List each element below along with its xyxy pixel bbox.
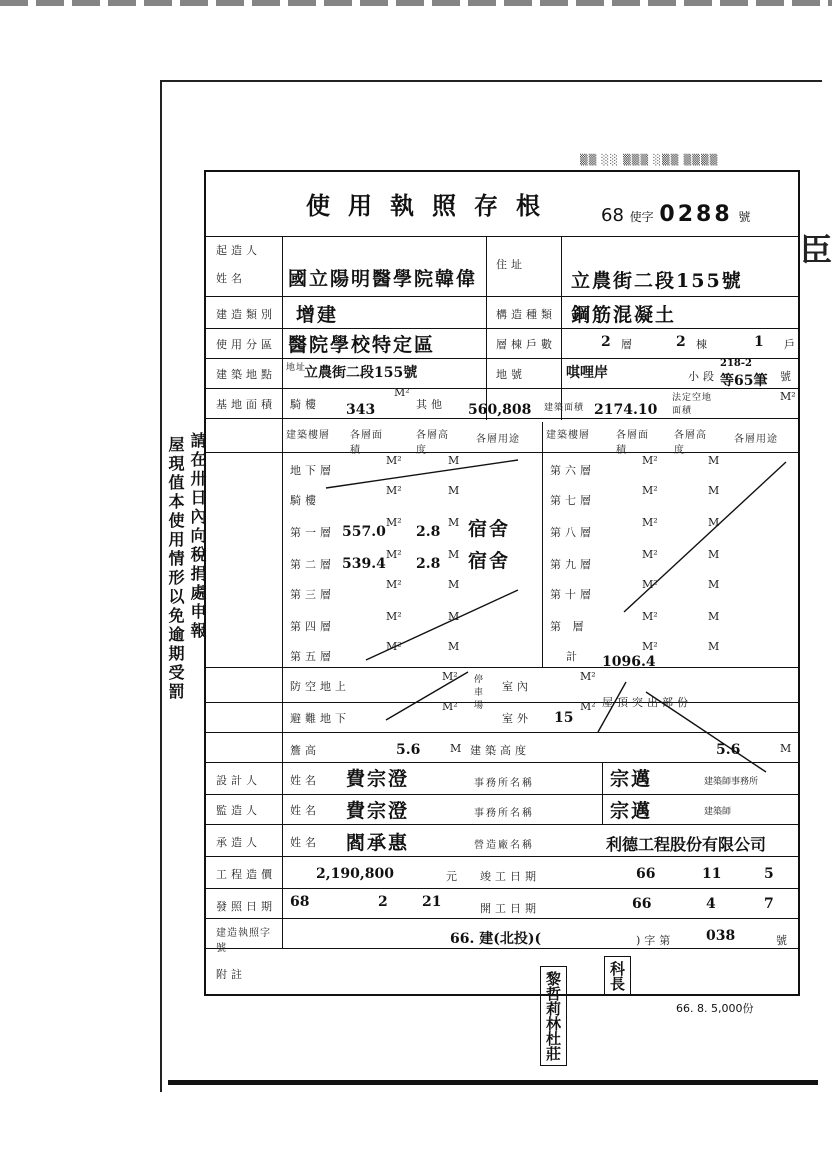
floor-col-header: 建築樓層 <box>286 430 330 441</box>
applicant-name-label: 姓名 <box>216 272 246 285</box>
use-col-header: 各層用途 <box>476 434 520 445</box>
floor-row-label: 騎樓 <box>290 494 320 507</box>
floors-unit: 層 <box>621 338 636 351</box>
unit-count: 1 <box>754 334 764 350</box>
scan-top-edge <box>0 0 832 6</box>
structure-type: 鋼筋混凝土 <box>571 304 677 326</box>
floor-row-label: 第十層 <box>550 588 595 601</box>
supervisor-office: 宗邁 <box>610 800 653 822</box>
scan-bottom-edge <box>168 1080 818 1085</box>
unit-m2: M² <box>386 484 402 497</box>
permit-stub-form <box>204 170 800 996</box>
unit-m2: M² <box>580 700 596 713</box>
start-year: 66 <box>632 896 652 912</box>
eave-height-label: 簷高 <box>290 744 320 757</box>
lot-suffix: 等65筆 <box>720 373 768 389</box>
floor-row-label: 第六層 <box>550 464 595 477</box>
floor-1-height: 2.8 <box>416 524 441 540</box>
other-area: 560,808 <box>468 402 532 418</box>
designer-office-suffix: 建築師事務所 <box>704 777 759 787</box>
start-day: 7 <box>764 896 774 912</box>
floor-row-label: 地下層 <box>290 464 335 477</box>
floors-label: 層棟戶數 <box>496 338 556 351</box>
site-area-label: 基地面積 <box>216 398 276 411</box>
unit-m: M <box>448 484 460 497</box>
unit-m: M <box>708 516 720 529</box>
unit-m2: M² <box>386 578 402 591</box>
name-label: 姓名 <box>290 804 320 817</box>
arcade-label: 騎樓 <box>290 398 320 411</box>
supervisor-label: 監造人 <box>216 804 261 817</box>
buildings-unit: 棟 <box>696 338 711 351</box>
name-label: 姓名 <box>290 836 320 849</box>
units-unit: 戶 <box>784 338 799 351</box>
license-hao: 號 <box>776 934 791 947</box>
lot-number: 218-2 <box>720 358 752 369</box>
start-date-label: 開工日期 <box>480 902 540 915</box>
name-label: 姓名 <box>290 774 320 787</box>
floor-count: 2 <box>601 334 611 350</box>
site-addr-label: 地址 <box>286 363 307 373</box>
floor-row-label: 第三層 <box>290 588 335 601</box>
building-type: 增建 <box>296 304 339 326</box>
applicant-label: 起造人 <box>216 244 261 257</box>
unit-m2: M² <box>642 610 658 623</box>
unit-m2: M² <box>386 516 402 529</box>
eave-height: 5.6 <box>396 742 421 758</box>
completion-year: 66 <box>636 866 656 882</box>
license-value: 66. 建(北投)( <box>450 931 542 947</box>
floor-col-header-right: 建築樓層 <box>546 430 590 441</box>
unit-m: M <box>708 484 720 497</box>
contractor-name: 閻承惠 <box>346 832 410 854</box>
unit-m2: M² <box>386 610 402 623</box>
unit-m2: M² <box>642 548 658 561</box>
site-address: 立農街二段155號 <box>304 365 418 381</box>
building-height: 5.6 <box>716 742 741 758</box>
applicant-address: 立農街二段155號 <box>571 270 743 292</box>
permit-year: 68 <box>601 205 624 226</box>
unit-m2: M² <box>386 640 402 653</box>
building-type-label: 建造類別 <box>216 308 276 321</box>
unit-m: M <box>780 742 792 755</box>
parking-label: 停車場 <box>474 675 485 711</box>
floor-row-label: 第一層 <box>290 526 335 539</box>
floor-row-label: 第四層 <box>290 620 335 633</box>
unit-m2: M² <box>642 484 658 497</box>
unit-m: M <box>448 640 460 653</box>
issue-day: 21 <box>422 894 442 910</box>
floor-row-label: 第 層 <box>550 620 588 633</box>
floor-2-use: 宿舍 <box>468 550 511 572</box>
section-chief-seal: 科長 <box>604 956 631 996</box>
floor-row-label: 第九層 <box>550 558 595 571</box>
completion-label: 竣工日期 <box>480 870 540 883</box>
contractor-firm: 利德工程股份有限公司 <box>606 835 767 854</box>
district: 唭哩岸 <box>566 365 608 381</box>
unit-m: M <box>708 578 720 591</box>
approval-stamp: 黎哲莉林杜莊 <box>540 966 567 1066</box>
structure-label: 構造種類 <box>496 308 556 321</box>
floor-2-height: 2.8 <box>416 556 441 572</box>
issue-year: 68 <box>290 894 310 910</box>
floor-1-area: 557.0 <box>342 524 386 540</box>
cost-label: 工程造價 <box>216 868 276 881</box>
stamp-marks: ▒▒ ░░ ▒▒▒ ░▒▒ ▒▒▒▒ <box>580 155 719 166</box>
office-label: 事務所名稱 <box>474 808 534 819</box>
floor-row-label: 第七層 <box>550 494 595 507</box>
section-label: 小段 <box>688 370 718 383</box>
unit-m: M <box>708 610 720 623</box>
unit-m: M <box>708 548 720 561</box>
height-col-header: 各層高度 <box>416 430 449 456</box>
coverage-area: 2174.10 <box>594 402 658 418</box>
unit-m: M <box>448 454 460 467</box>
outdoor-parking: 15 <box>554 710 574 726</box>
use-col-header-right: 各層用途 <box>734 434 778 445</box>
floor-1-use: 宿舍 <box>468 518 511 540</box>
other-label: 其他 <box>416 398 446 411</box>
unit-m2: M² <box>442 670 458 683</box>
zoning: 醫院學校特定區 <box>288 334 436 356</box>
permit-char: 使字 <box>629 210 654 224</box>
designer-label: 設計人 <box>216 774 261 787</box>
unit-m: M <box>448 548 460 561</box>
unit-m: M <box>448 610 460 623</box>
site-label: 建築地點 <box>216 368 276 381</box>
form-title: 使用執照存根 <box>306 191 558 220</box>
print-edition: 66. 8. 5,000份 <box>676 1002 754 1015</box>
total-area: 1096.4 <box>602 654 656 670</box>
building-count: 2 <box>676 334 686 350</box>
bleed-glyph: 臣 <box>800 231 832 269</box>
designer-office: 宗邁 <box>610 768 653 790</box>
firm-label: 營造廠名稱 <box>474 840 534 851</box>
unit-m: M <box>450 742 462 755</box>
unit-m2: M² <box>642 516 658 529</box>
shelter-below-label: 避難地下 <box>290 712 350 725</box>
floor-2-area: 539.4 <box>342 556 386 572</box>
unit-m: M <box>448 578 460 591</box>
unit-m2: M² <box>394 386 410 399</box>
floor-row-label: 第五層 <box>290 650 335 663</box>
unit-m2: M² <box>642 640 658 653</box>
issue-month: 2 <box>378 894 388 910</box>
license-number: 038 <box>706 928 736 944</box>
open-space-label: 法定空地面積 <box>672 393 713 416</box>
completion-month: 11 <box>702 866 722 882</box>
building-height-label: 建築高度 <box>470 744 530 757</box>
unit-m2: M² <box>442 700 458 713</box>
total-label: 計 <box>566 650 581 663</box>
unit-m2: M² <box>386 548 402 561</box>
permit-number-value: 0288 <box>659 202 733 227</box>
permit-suffix: 號 <box>738 210 751 224</box>
supervisor-office-suffix: 建築師 <box>704 807 732 817</box>
unit-m2: M² <box>642 578 658 591</box>
unit-m2: M² <box>580 670 596 683</box>
license-suffix: )字第 <box>636 934 675 947</box>
roof-label: 屋頂突出部份 <box>602 696 692 709</box>
address-label: 住址 <box>496 258 526 271</box>
coverage-label: 建築面積 <box>544 403 585 413</box>
area-col-header: 各層面積 <box>350 430 383 456</box>
unit-m: M <box>708 454 720 467</box>
floor-row-label: 第二層 <box>290 558 335 571</box>
tax-notice-2: 屋現值本使用情形以免逾期受罰 <box>166 436 185 702</box>
unit-m2: M² <box>386 454 402 467</box>
unit-m: M <box>448 516 460 529</box>
unit-m2: M² <box>642 454 658 467</box>
arcade-area: 343 <box>346 402 376 418</box>
completion-day: 5 <box>764 866 774 882</box>
license-label: 建造執照字號 <box>216 928 271 954</box>
tax-notice: 請在卅日內向稅捐處申報 <box>188 432 207 641</box>
zoning-label: 使用分區 <box>216 338 276 351</box>
remarks-label: 附註 <box>216 968 246 981</box>
construction-cost: 2,190,800 <box>316 866 394 882</box>
indoor-label: 室內 <box>502 680 532 693</box>
unit-m: M <box>708 640 720 653</box>
office-label: 事務所名稱 <box>474 778 534 789</box>
unit-m2: M² <box>780 390 796 403</box>
cost-unit: 元 <box>446 870 461 883</box>
start-month: 4 <box>706 896 716 912</box>
designer-name: 費宗澄 <box>346 768 410 790</box>
lot-hao: 號 <box>780 370 795 383</box>
supervisor-name: 費宗澄 <box>346 800 410 822</box>
lot-label: 地號 <box>496 368 526 381</box>
area-col-header-right: 各層面積 <box>616 430 649 456</box>
outdoor-label: 室外 <box>502 712 532 725</box>
shelter-above-label: 防空地上 <box>290 680 350 693</box>
contractor-label: 承造人 <box>216 836 261 849</box>
issue-date-label: 發照日期 <box>216 900 276 913</box>
floor-row-label: 第八層 <box>550 526 595 539</box>
height-col-header-right: 各層高度 <box>674 430 707 456</box>
applicant-name: 國立陽明醫學院韓偉 <box>288 268 478 290</box>
